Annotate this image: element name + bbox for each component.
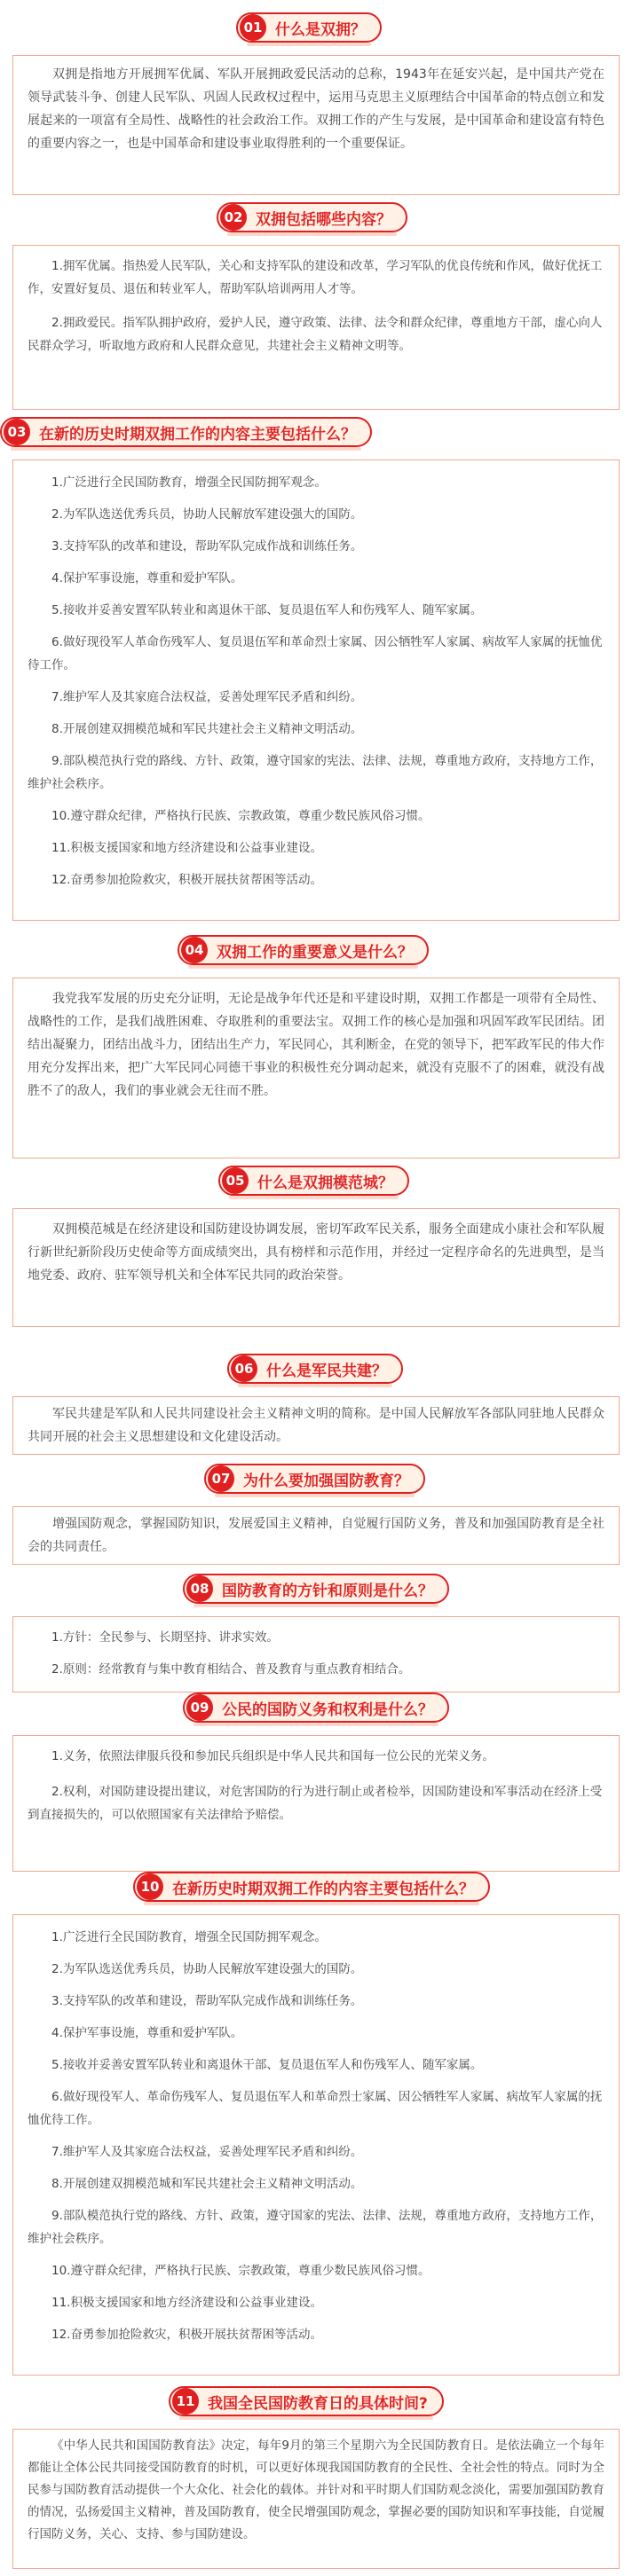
paragraph: 《中华人民共和国国防教育法》决定，每年9月的第三个星期六为全民国防教育日。是依法确立一个每年都能让全体公民共同接受国防教育的时机，可以更好体现我国国防教育的全民性、全社会性的特点。同时为全民参与国防教育活动提供一个大众化、社会化的载体。并针对和平时期人们国防观念淡化，需要加强国防教育的情况，弘扬爱国主义精神，普及国防教育，使全民增强国防观念，掌握必要的国防知识和军事技能，自觉履行国防义务，关心、支持、参与国防建设。 <box>28 2439 604 2541</box>
section-body-10 <box>12 1914 620 2376</box>
list-item: 2.权利，对国防建设提出建议，对危害国防的行为进行制止或者检举，因国防建设和军事活动在经济上受到直接损失的，可以依照国家有关法律给予赔偿。 <box>28 1785 603 1822</box>
section-number: 03 <box>4 419 30 445</box>
section-title: 什么是双拥？ <box>275 20 366 39</box>
section-number: 09 <box>186 1694 213 1721</box>
section-title: 在新的历史时期双拥工作的内容主要包括什么？ <box>39 425 356 444</box>
list-item: 11.积极支援国家和地方经济建设和公益事业建设。 <box>51 841 322 855</box>
list-item: 2.为军队选送优秀兵员，协助人民解放军建设强大的国防。 <box>51 507 363 522</box>
section-title: 双拥包括哪些内容？ <box>256 210 391 229</box>
section-heading-05 <box>218 1166 409 1196</box>
section-title: 为什么要加强国防教育？ <box>243 1472 409 1490</box>
paragraph: 增强国防观念，掌握国防知识，发展爱国主义精神，自觉履行国防义务，普及和加强国防教育是全社会的共同责任。 <box>28 1517 604 1554</box>
list-item: 1.广泛进行全民国防教育，增强全民国防拥军观念。 <box>51 1930 327 1944</box>
section-title: 我国全民国防教育日的具体时间? <box>208 2394 428 2413</box>
paragraph: 军民共建是军队和人民共同建设社会主义精神文明的简称。是中国人民解放军各部队同驻地人民群众共同开展的社会主义思想建设和文化建设活动。 <box>28 1407 604 1444</box>
list-item: 2.拥政爱民。指军队拥护政府，爱护人民，遵守政策、法律、法令和群众纪律，尊重地方干部，虚心向人民群众学习，听取地方政府和人民群众意见，共建社会主义精神文明等。 <box>28 316 603 353</box>
item-list <box>28 1626 604 1681</box>
item-list <box>28 1926 604 2346</box>
section-body-11 <box>12 2429 620 2569</box>
list-item: 7.维护军人及其家庭合法权益，妥善处理军民矛盾和纠纷。 <box>51 690 363 704</box>
section-number: 04 <box>181 937 208 963</box>
section-body-08 <box>12 1616 620 1692</box>
section-heading-09 <box>183 1692 449 1723</box>
list-item: 12.奋勇参加抢险救灾，积极开展扶贫帮困等活动。 <box>51 2328 322 2342</box>
section-heading-06 <box>227 1354 403 1384</box>
section-body-03 <box>12 459 620 921</box>
section-number: 02 <box>220 204 247 231</box>
section-title: 在新历史时期双拥工作的内容主要包括什么？ <box>172 1880 474 1898</box>
paragraph: 双拥模范城是在经济建设和国防建设协调发展，密切军政军民关系，服务全面建成小康社会和军队履行新世纪新阶段历史使命等方面成绩突出，具有榜样和示范作用，并经过一定程序命名的先进典型，是当地党委、政府、驻军领导机关和全体军民共同的政治荣誉。 <box>28 1222 604 1283</box>
section-body-04 <box>12 978 620 1158</box>
section-number: 11 <box>172 2388 199 2415</box>
section-number: 06 <box>231 1355 257 1382</box>
section-number: 10 <box>137 1873 163 1900</box>
item-list <box>28 471 604 891</box>
section-heading-08 <box>183 1574 449 1604</box>
section-title: 什么是双拥模范城？ <box>257 1174 393 1192</box>
section-heading-11 <box>169 2386 444 2416</box>
section-number: 01 <box>240 14 266 41</box>
list-item: 6.做好现役军人、革命伤残军人、复员退伍军人和革命烈士家属、因公牺牲军人家属、病故军人家属的抚恤优待工作。 <box>28 2090 603 2127</box>
section-body-05 <box>12 1208 620 1327</box>
list-item: 1.广泛进行全民国防教育，增强全民国防拥军观念。 <box>51 475 327 490</box>
section-body-07 <box>12 1506 620 1565</box>
section-body-01 <box>12 55 620 195</box>
list-item: 2.原则：经常教育与集中教育相结合、普及教育与重点教育相结合。 <box>51 1662 411 1677</box>
list-item: 10.遵守群众纪律，严格执行民族、宗教政策，尊重少数民族风俗习惯。 <box>51 809 431 823</box>
list-item: 2.为军队选送优秀兵员，协助人民解放军建设强大的国防。 <box>51 1962 363 1976</box>
section-title: 国防教育的方针和原则是什么？ <box>222 1582 433 1600</box>
section-body-09 <box>12 1735 620 1872</box>
list-item: 9.部队模范执行党的路线、方针、政策，遵守国家的宪法、法律、法规，尊重地方政府，支持地方工作，维护社会秩序。 <box>28 2209 603 2246</box>
section-heading-02 <box>217 202 407 232</box>
item-list <box>28 255 604 357</box>
list-item: 3.支持军队的改革和建设，帮助军队完成作战和训练任务。 <box>51 1994 363 2008</box>
section-title: 公民的国防义务和权利是什么？ <box>222 1700 433 1719</box>
item-list <box>28 1745 604 1826</box>
list-item: 5.接收并妥善安置军队转业和离退休干部、复员退伍军人和伤残军人、随军家属。 <box>51 2058 483 2072</box>
list-item: 12.奋勇参加抢险救灾，积极开展扶贫帮困等活动。 <box>51 873 322 887</box>
list-item: 7.维护军人及其家庭合法权益，妥善处理军民矛盾和纠纷。 <box>51 2145 363 2159</box>
list-item: 1.方针：全民参与、长期坚持、讲求实效。 <box>51 1630 279 1645</box>
section-number: 08 <box>186 1575 213 1602</box>
list-item: 4.保护军事设施，尊重和爱护军队。 <box>51 571 243 585</box>
section-number: 07 <box>208 1465 234 1492</box>
list-item: 8.开展创建双拥模范城和军民共建社会主义精神文明活动。 <box>51 2177 363 2191</box>
section-heading-04 <box>178 935 429 965</box>
section-title: 什么是军民共建？ <box>266 1362 387 1380</box>
list-item: 10.遵守群众纪律，严格执行民族、宗教政策，尊重少数民族风俗习惯。 <box>51 2264 431 2278</box>
section-body-02 <box>12 245 620 410</box>
list-item: 8.开展创建双拥模范城和军民共建社会主义精神文明活动。 <box>51 722 363 736</box>
list-item: 1.义务，依照法律服兵役和参加民兵组织是中华人民共和国每一位公民的光荣义务。 <box>51 1749 494 1763</box>
section-title: 双拥工作的重要意义是什么？ <box>217 943 413 962</box>
section-number: 05 <box>222 1167 249 1194</box>
list-item: 11.积极支援国家和地方经济建设和公益事业建设。 <box>51 2296 322 2310</box>
list-item: 4.保护军事设施，尊重和爱护军队。 <box>51 2026 243 2040</box>
section-heading-01 <box>236 12 382 43</box>
list-item: 9.部队模范执行党的路线、方针、政策，遵守国家的宪法、法律、法规，尊重地方政府，支持地方工作，维护社会秩序。 <box>28 754 603 791</box>
list-item: 6.做好现役军人革命伤残军人、复员退伍军和革命烈士家属、因公牺牲军人家属、病故军人家属的抚恤优待工作。 <box>28 635 603 672</box>
list-item: 1.拥军优属。指热爱人民军队，关心和支持军队的建设和改革，学习军队的优良传统和作风，做好优抚工作，安置好复员、退伍和转业军人，帮助军队培训两用人才等。 <box>28 259 603 296</box>
section-heading-03 <box>0 417 372 447</box>
paragraph: 我党我军发展的历史充分证明，无论是战争年代还是和平建设时期，双拥工作都是一项带有全局性、战略性的工作，是我们战胜困难、夺取胜利的重要法宝。双拥工作的核心是加强和巩固军政军民团结。团结出凝聚力，团结出战斗力，团结出生产力，军民同心，其利断金，在党的领导下，把军政军民的伟大作用充分发挥出来，把广大军民同心同德干事业的积极性充分调动起来，就没有克服不了的困难，就没有战胜不了的敌人，我们的事业就会无往而不胜。 <box>28 992 604 1098</box>
section-heading-07 <box>204 1464 425 1494</box>
list-item: 5.接收并妥善安置军队转业和离退休干部、复员退伍军人和伤残军人、随军家属。 <box>51 603 483 617</box>
paragraph: 双拥是指地方开展拥军优属、军队开展拥政爱民活动的总称，1943年在延安兴起，是中国共产党在领导武装斗争、创建人民军队、巩固人民政权过程中，运用马克思主义原理结合中国革命的特点创立和发展起来的一项富有全局性、战略性的社会政治工作。双拥工作的产生与发展，是中国革命和建设富有特色的重要内容之一，也是中国革命和建设事业取得胜利的一个重要保证。 <box>28 67 604 151</box>
list-item: 3.支持军队的改革和建设，帮助军队完成作战和训练任务。 <box>51 539 363 554</box>
section-body-06 <box>12 1396 620 1455</box>
section-heading-10 <box>133 1872 490 1902</box>
